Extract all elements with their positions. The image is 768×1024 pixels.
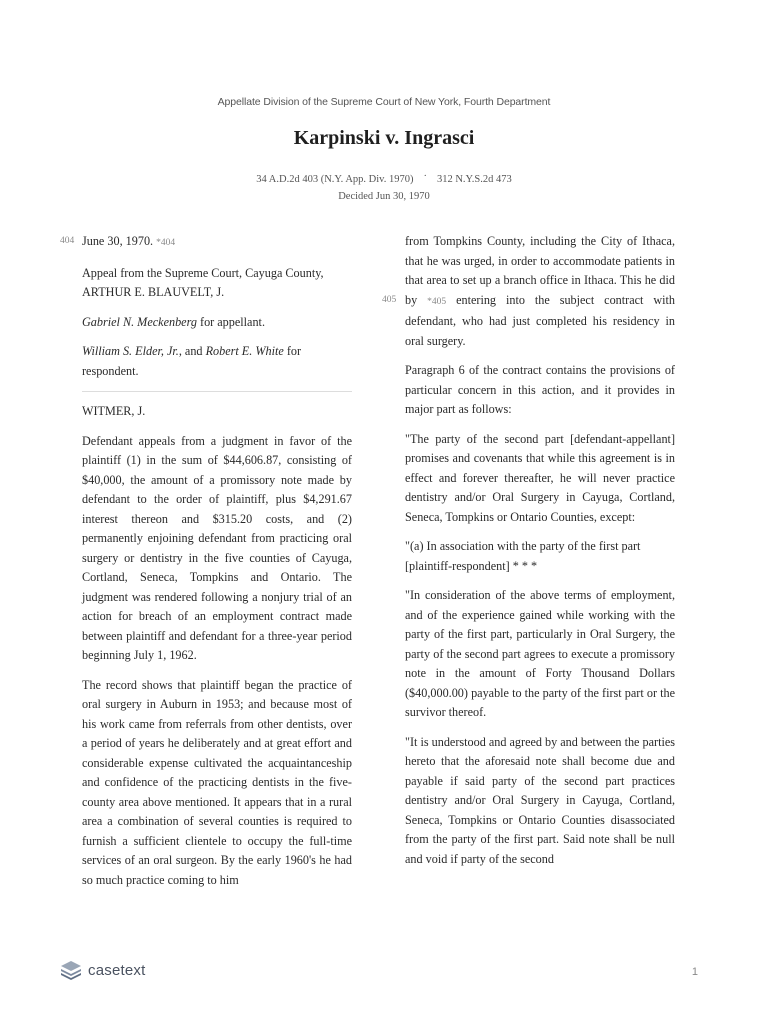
star-page-marker: *405 (427, 296, 447, 307)
respondent-counsel: William S. Elder, Jr., and Robert E. White for respondent. (82, 344, 302, 378)
opinion-paragraph: Paragraph 6 of the contract contains the provisions of particular concern in this action, and it provides in major part as follows: (405, 363, 675, 416)
citation-secondary: 312 N.Y.S.2d 473 (436, 174, 512, 185)
left-column (82, 232, 352, 900)
margin-page-number: 405 (382, 295, 397, 305)
logo-text: casetext (88, 961, 146, 979)
appellant-counsel: Gabriel N. Meckenberg for appellant. (82, 314, 265, 329)
decided-date: Decided Jun 30, 1970 (338, 191, 430, 202)
casetext-stack-icon (60, 960, 82, 980)
citations (0, 171, 768, 185)
opinion-paragraph: The record shows that plaintiff began the practice of oral surgery in Auburn in 1953; and because most of his work came from referrals from other dentists, over a period of years he deliberately and at great effort and considerable expense cultivated the acquaintanceship and confidence of the practicing dentists in the five-county area above mentioned. It appears that in a rural area a combination of several counties is required to furnish a sufficient clientele to occupy the full-time services of an oral surgeon. By the early 1960's he had so much practice coming to him (82, 677, 352, 887)
contract-quote: "The party of the second part [defendant-appellant] promises and covenants that while this agreement is in effect and forever thereafter, he will never practice dentistry and/or Oral Surgery in Cayuga, Cortland, Seneca, Tompkins or Ontario Counties, except: (405, 431, 675, 524)
star-page-marker: *404 (156, 238, 176, 248)
opinion-paragraph: Defendant appeals from a judgment in favor of the plaintiff (1) in the sum of $44,606.87, consisting of $40,000, the amount of a promissory note made by defendant to the order of plaintiff, plus $4,291.67 interest thereon and $315.20 costs, and (2) permanently enjoining defendant from practicing oral surgery or dentistry in the five counties of Cayuga, Cortland, Seneca, Tompkins and Ontario. The judgment was rendered following a nonjury trial of an action for breach of an employment contract made between plaintiff and defendant for a three-year period beginning July 1, 1962. (82, 433, 352, 662)
appeal-line: Appeal from the Supreme Court, Cayuga County, ARTHUR E. BLAUVELT, J. (82, 265, 324, 299)
margin-page-number: 404 (60, 236, 75, 246)
right-column (405, 232, 675, 879)
divider (82, 391, 352, 392)
contract-quote: "It is understood and agreed by and between the parties hereto that the aforesaid note shall become due and payable if said party of the second part practices dentistry and/or Oral Surgery in Cayuga, Cortland, Seneca, Tompkins or Ontario Counties disassociated from the party of the first part. Said note shall be null and void if party of the second (405, 734, 675, 866)
citation-separator: · (423, 171, 427, 182)
casetext-logo (60, 960, 145, 980)
opinion-paragraph: from Tompkins County, including the City of Ithaca, that he was urged, in order to accommodate patients in that area to set up a branch office in Ithaca. This he did by *405 entering into the subject contract with defendant, who had just completed his residency in oral surgery. (405, 234, 676, 348)
page-number: 1 (691, 966, 698, 978)
contract-quote: "In consideration of the above terms of employment, and of the experience gained while working with the party of the first part, particularly in Oral Surgery, the party of the second part agrees to execute a promissory note in the amount of Forty Thousand Dollars ($40,000.00) payable to the party of the first part or the survivor thereof. (405, 588, 675, 719)
judge-name: WITMER, J. (82, 404, 146, 418)
court-name: Appellate Division of the Supreme Court of New York, Fourth Department (217, 96, 551, 108)
citation-primary: 34 A.D.2d 403 (N.Y. App. Div. 1970) (256, 174, 414, 185)
contract-quote: "(a) In association with the party of the first part [plaintiff-respondent] * * * (405, 539, 641, 573)
date-line: June 30, 1970. *404 (82, 234, 176, 248)
case-title: Karpinski v. Ingrasci (293, 127, 475, 149)
